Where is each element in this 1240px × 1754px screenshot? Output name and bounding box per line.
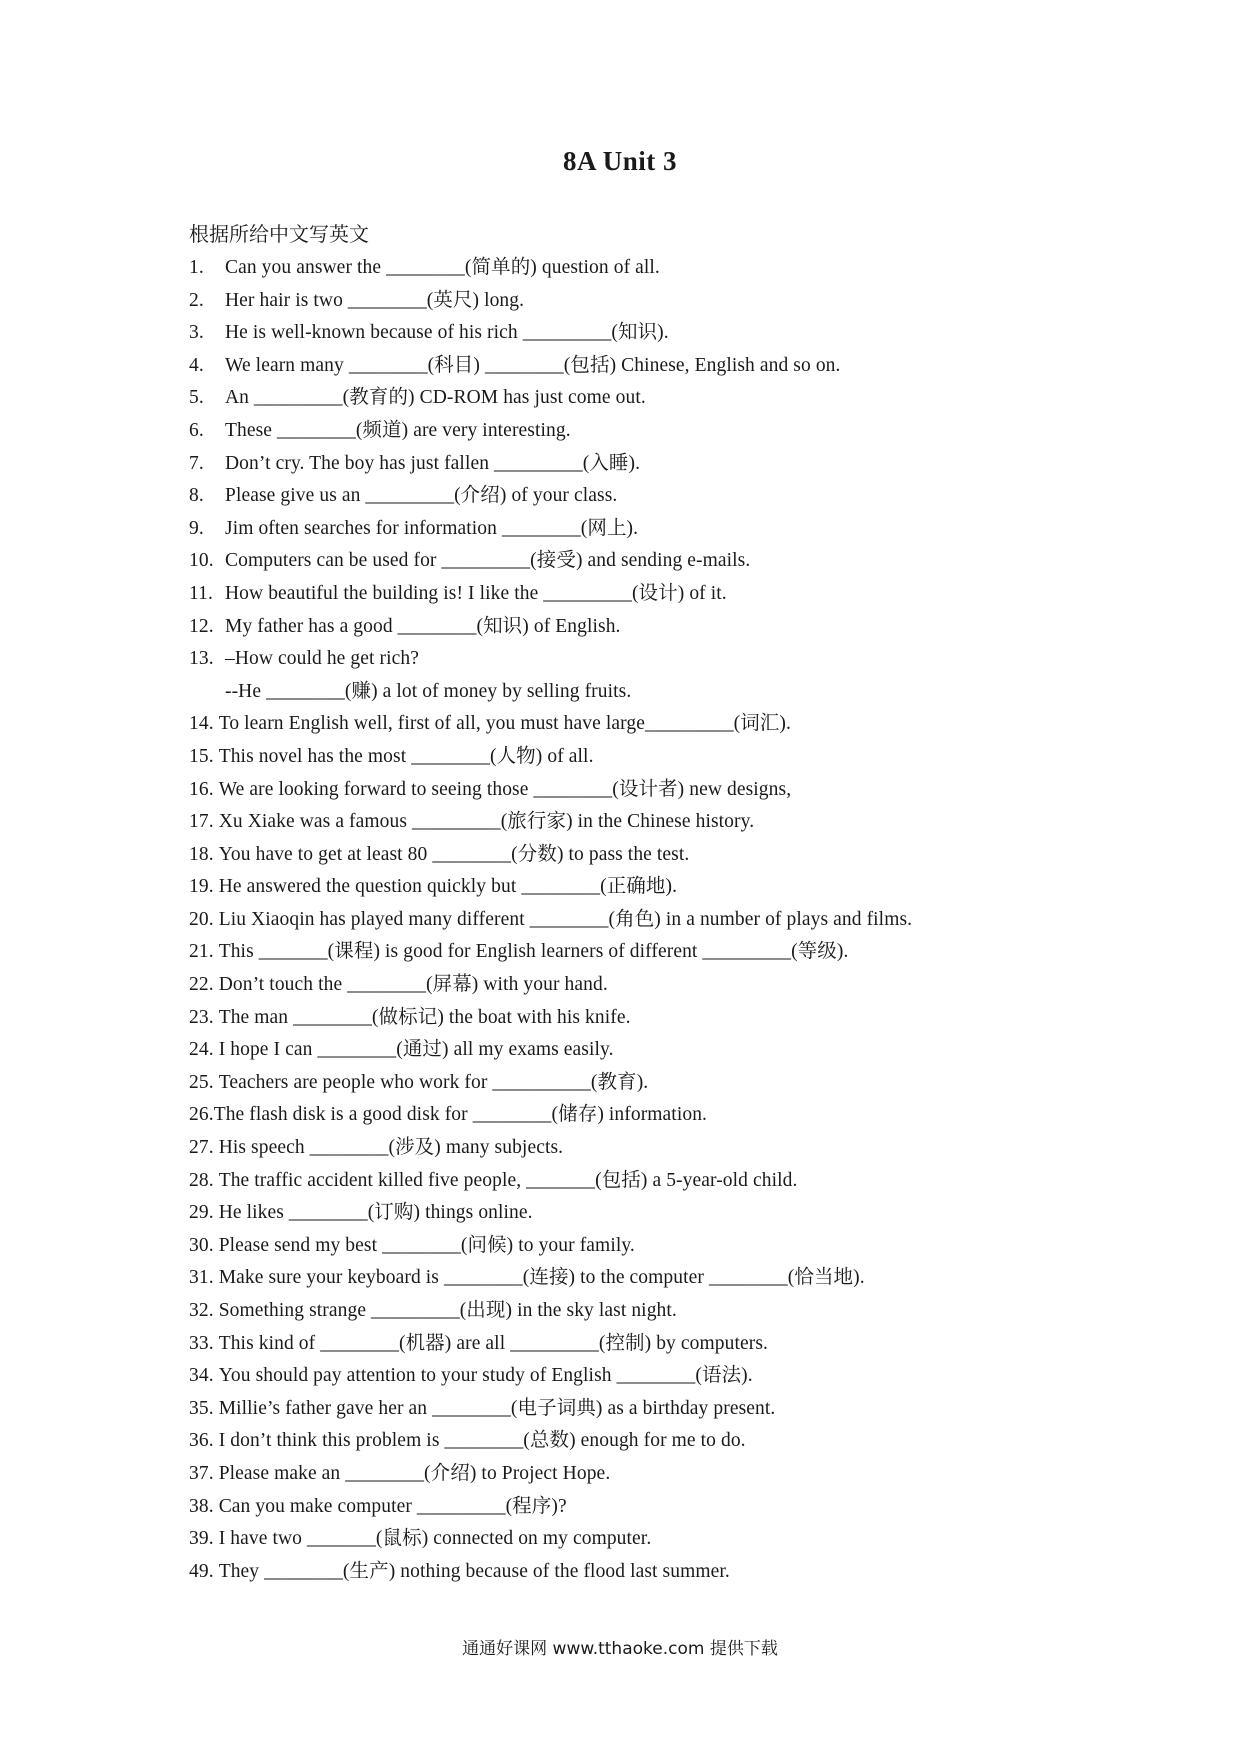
exercise-item-30 [189,1230,1089,1263]
exercise-item-37 [189,1458,1089,1491]
item-text: Xu Xiake was a famous _________(旅行家) in the Chinese history. [218,811,755,833]
exercise-item-22 [189,969,1089,1002]
item-text: To learn English well, first of all, you must have large_________(词汇). [218,713,791,735]
exercise-item-8 [189,480,1089,513]
exercise-item-27 [189,1132,1089,1165]
exercise-item-31 [189,1262,1089,1295]
exercise-item-16 [189,774,1089,807]
item-number: 27. [189,1137,214,1159]
exercise-item-13-answer [189,676,1089,709]
item-text: How beautiful the building is! I like the _________(设计) of it. [225,582,727,604]
item-text: Teachers are people who work for __________(教育). [218,1071,649,1093]
item-text: I have two _______(鼠标) connected on my computer. [218,1528,652,1550]
item-number: 7. [189,452,204,474]
exercise-item-28 [189,1165,1089,1198]
item-number: 12. [189,615,214,637]
item-number: 2. [189,289,204,311]
exercise-item-20 [189,904,1089,937]
page-title: 8A Unit 3 [562,146,678,176]
item-text: These ________(频道) are very interesting. [225,419,571,441]
item-number: 34. [189,1365,214,1387]
item-text: My father has a good ________(知识) of English. [225,615,621,637]
item-number: 17. [189,811,214,833]
item-number: 32. [189,1300,214,1321]
exercise-list [189,252,1089,1588]
item-number: 33. [189,1332,214,1354]
item-text: Please make an ________(介绍) to Project Hope. [218,1462,611,1484]
item-number: 1. [189,257,204,278]
exercise-item-24 [189,1034,1089,1067]
item-number: 37. [189,1462,214,1484]
item-text: Don’t touch the ________(屏幕) with your hand. [218,974,608,996]
item-number: 9. [189,517,204,539]
exercise-item-39 [189,1523,1089,1556]
item-text: I don’t think this problem is ________(总数) enough for me to do. [218,1430,746,1452]
item-text: Please give us an _________(介绍) of your class. [225,485,618,507]
item-text: Can you answer the ________(简单的) question of all. [225,257,660,278]
exercise-item-36 [189,1425,1089,1458]
item-text: We learn many ________(科目) ________(包括) Chinese, English and so on. [225,354,841,376]
item-text: Make sure your keyboard is ________(连接) to the computer ________(恰当地). [218,1267,865,1289]
exercise-item-3 [189,317,1089,350]
item-number: 35. [189,1397,214,1419]
exercise-item-10 [189,545,1089,578]
item-number: 25. [189,1071,214,1093]
footer-source-text: 通通好课网 www.tthaoke.com 提供下载 [462,1639,778,1659]
item-text: They ________(生产) nothing because of the flood last summer. [218,1560,730,1582]
exercise-item-12 [189,611,1089,644]
exercise-item-49 [189,1556,1089,1589]
item-number: 24. [189,1039,214,1061]
item-number: 23. [189,1006,214,1028]
item-number: 3. [189,322,204,344]
item-text: He is well-known because of his rich _________(知识). [225,322,669,344]
exercise-item-18 [189,839,1089,872]
item-number: 15. [189,745,214,767]
item-number: 26. [189,1104,214,1126]
exercise-item-34 [189,1360,1089,1393]
item-number: 4. [189,354,204,376]
item-number: 39. [189,1528,214,1550]
exercise-item-15 [189,741,1089,774]
instruction-text: 根据所给中文写英文 [189,222,369,246]
item-text: The man ________(做标记) the boat with his knife. [218,1006,631,1028]
item-number: 38. [189,1495,214,1517]
item-text: His speech ________(涉及) many subjects. [218,1137,564,1159]
item-number: 13. [189,648,214,670]
item-number: 31. [189,1267,214,1289]
exercise-item-35 [189,1393,1089,1426]
exercise-item-9 [189,513,1089,546]
item-number: 11. [189,582,213,604]
exercise-item-19 [189,871,1089,904]
exercise-item-33 [189,1328,1089,1361]
item-text: I hope I can ________(通过) all my exams easily. [218,1039,614,1061]
item-text: He answered the question quickly but ________(正确地). [218,876,678,898]
item-text: Jim often searches for information ________(网上). [225,517,639,539]
item-number: 30. [189,1234,214,1256]
exercise-item-21 [189,936,1089,969]
item-text: This kind of ________(机器) are all _________(控制) by computers. [218,1332,768,1354]
item-text: You should pay attention to your study of English ________(语法). [218,1365,753,1387]
item-text: Something strange _________(出现) in the sky last night. [218,1300,677,1321]
item-number: 49. [189,1560,214,1582]
item-number: 29. [189,1202,214,1224]
item-number: 19. [189,876,214,898]
item-text: Please send my best ________(问候) to your family. [218,1234,635,1256]
item-text: The flash disk is a good disk for ________(储存) information. [213,1104,708,1126]
exercise-item-14 [189,708,1089,741]
exercise-item-26 [189,1099,1089,1132]
item-text: Don’t cry. The boy has just fallen _________(入睡). [225,452,641,474]
item-text: –How could he get rich? [225,648,419,670]
exercise-item-4 [189,350,1089,383]
exercise-item-13 [189,643,1089,676]
item-text: Computers can be used for _________(接受) and sending e-mails. [225,550,751,572]
exercise-item-17 [189,806,1089,839]
exercise-item-6 [189,415,1089,448]
exercise-item-5 [189,382,1089,415]
item-text: This _______(课程) is good for English learners of different _________(等级). [218,941,849,963]
exercise-item-11 [189,578,1089,611]
item-text: We are looking forward to seeing those ________(设计者) new designs, [218,778,792,800]
exercise-item-7 [189,448,1089,481]
item-number: 28. [189,1169,214,1191]
item-number: 8. [189,485,204,507]
item-text: The traffic accident killed five people, _______(包括) a 5-year-old child. [218,1169,798,1191]
item-text: Liu Xiaoqin has played many different ________(角色) in a number of plays and films. [218,908,913,930]
exercise-item-38 [189,1491,1089,1524]
item-number: 22. [189,974,214,996]
item-number: 6. [189,419,204,441]
exercise-item-32 [189,1295,1089,1328]
exercise-item-2 [189,285,1089,318]
item-number: 14. [189,713,214,735]
item-text: Her hair is two ________(英尺) long. [225,289,525,311]
item-number: 20. [189,908,214,930]
item-number: 16. [189,778,214,800]
item-text: --He ________(赚) a lot of money by selling fruits. [225,680,632,702]
exercise-item-25 [189,1067,1089,1100]
item-text: He likes ________(订购) things online. [218,1202,533,1224]
item-number: 21. [189,941,214,963]
item-number: 10. [189,550,214,572]
item-text: Can you make computer _________(程序)? [218,1495,567,1517]
item-text: Millie’s father gave her an ________(电子词典) as a birthday present. [218,1397,776,1419]
item-text: This novel has the most ________(人物) of all. [218,745,594,767]
exercise-item-1 [189,252,1089,285]
exercise-item-29 [189,1197,1089,1230]
exercise-item-23 [189,1002,1089,1035]
item-number: 18. [189,843,214,865]
item-number: 5. [189,387,204,409]
item-text: You have to get at least 80 ________(分数) to pass the test. [218,843,690,865]
item-number: 36. [189,1430,214,1452]
item-text: An _________(教育的) CD-ROM has just come out. [225,387,646,409]
